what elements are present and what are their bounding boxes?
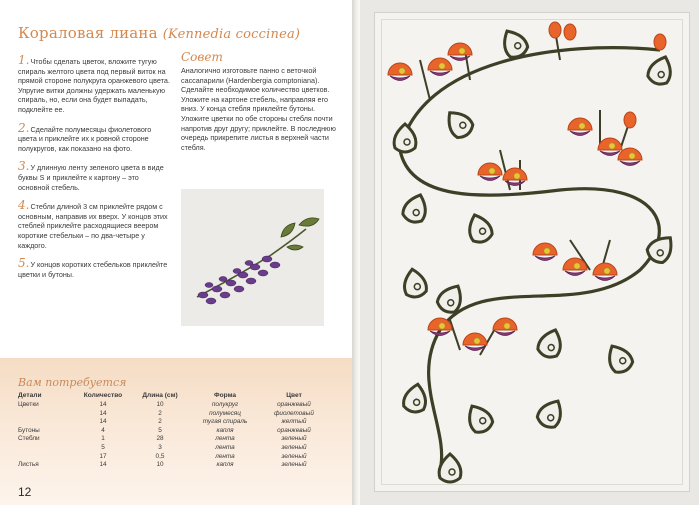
step-number: 2. <box>18 120 30 135</box>
table-row <box>18 435 328 444</box>
cell-length: 10 <box>156 461 164 469</box>
step-number: 5. <box>18 256 30 271</box>
leaf-outline <box>646 53 676 87</box>
leaf <box>646 53 676 87</box>
step-text: У длинную ленту зеленого цвета в виде буквы S и приклейте к картону – это основной стебель. <box>18 163 164 192</box>
cell-details <box>18 410 76 419</box>
step-number: 4. <box>18 198 30 213</box>
col-header-length: Длина (см) <box>142 392 178 399</box>
instruction-step <box>18 53 170 115</box>
advice-text: Аналогично изготовьте панно с веточкой сассапарили (Hardenbergia comptoniana). Сделайте необходимое количество цветков. Уложите на картоне стебель, направляя его вниз. У конца стебля приклейте бутоны. Уложите цветки по обе стороны стебля почти напротив друг другу; приклейте. В последнюю очередь прикрепите листья в верхней части стебля. <box>181 66 336 152</box>
cell-details: Бутоны <box>18 426 40 434</box>
cell-length: 2 <box>158 409 162 417</box>
step-text: У концов коротких стебельков приклейте цветки и бутоны. <box>18 260 168 279</box>
step-text: Сделайте полумесяцы фиолетового цвета и приклейте их к ровной стороне полукругов, как показано на фото. <box>18 124 152 153</box>
table-row <box>18 461 328 470</box>
cell-quantity: 14 <box>99 401 107 408</box>
instruction-step <box>18 159 170 192</box>
flower-center <box>609 143 615 149</box>
right-page <box>360 0 699 505</box>
leaf-outline <box>401 191 431 225</box>
cell-details <box>18 453 76 462</box>
flower-center <box>474 338 480 344</box>
leaf <box>463 401 496 436</box>
instructions-column <box>18 53 170 288</box>
table-row <box>18 410 328 419</box>
leaf-outline <box>401 267 427 298</box>
cell-quantity: 5 <box>101 443 105 451</box>
leaf <box>401 191 431 225</box>
flower-crescent <box>430 71 450 76</box>
flower-center <box>579 123 585 129</box>
stem-photo <box>181 189 324 326</box>
cell-color: оранжевый <box>277 426 311 434</box>
cell-details: Листья <box>18 461 39 469</box>
leaf <box>536 326 566 360</box>
table-row <box>18 418 328 427</box>
flower-center <box>604 268 610 274</box>
leaf-outline <box>535 396 568 431</box>
cell-color: фиолетовый <box>274 409 314 417</box>
col-header-details: Детали <box>18 392 42 399</box>
cell-quantity: 14 <box>99 409 107 417</box>
leaf <box>402 382 428 413</box>
flower <box>428 58 452 76</box>
flower-crescent <box>565 271 585 276</box>
instruction-step <box>18 256 170 279</box>
cell-color: желтый <box>281 418 307 426</box>
cell-shape: полумесяц <box>209 409 241 417</box>
title-latin: (Kennedia coccinea) <box>162 27 301 42</box>
flower <box>618 148 642 166</box>
step-text: Чтобы сделать цветок, вложите тугую спираль желтого цвета под первый виток на прямой стороне полукруга оранжевого цвета. Упругие витки должны удержать маленькую спираль, но, если она будет выпадать, подклейте ее. <box>18 57 170 114</box>
flower-center <box>544 248 550 254</box>
instruction-step <box>18 120 170 154</box>
cell-length: 10 <box>156 401 164 408</box>
leaf <box>535 396 568 431</box>
page-title <box>18 24 348 42</box>
cell-color: зеленый <box>281 435 307 443</box>
leaf-outline <box>464 211 494 245</box>
flower-crescent <box>535 256 555 261</box>
table-row <box>18 453 328 462</box>
cell-length: 2 <box>158 418 162 426</box>
leaf <box>441 106 476 141</box>
leaf-outline <box>441 106 476 141</box>
title-main: Кораловая лиана <box>18 24 158 42</box>
materials-section <box>0 358 352 505</box>
flower-crescent <box>620 161 640 166</box>
cell-shape: лента <box>215 452 235 460</box>
flower-center <box>629 153 635 159</box>
cell-quantity: 4 <box>101 426 105 434</box>
leaf <box>401 267 427 298</box>
table-row <box>18 401 328 410</box>
leaf-outline <box>603 341 636 376</box>
leaf <box>394 124 416 152</box>
bud <box>564 24 576 40</box>
bud <box>549 22 561 38</box>
leaf <box>464 211 494 245</box>
flower-center <box>574 263 580 269</box>
cell-quantity: 17 <box>99 452 107 460</box>
book-spine <box>352 0 360 505</box>
materials-header-row <box>18 392 328 401</box>
bud <box>624 112 636 128</box>
stem-photo-illustration <box>181 189 324 326</box>
materials-title: Вам потребуется <box>18 376 127 389</box>
cell-shape: лента <box>215 443 235 451</box>
cell-length: 0,5 <box>155 452 165 460</box>
leaf-outline <box>402 382 428 413</box>
quilling-artwork <box>360 0 699 505</box>
flower-crescent <box>390 76 410 81</box>
flower-crescent <box>600 151 620 156</box>
step-number: 1. <box>18 53 30 67</box>
flower-center <box>399 68 405 74</box>
cell-details: Стебли <box>18 435 40 443</box>
step-number: 3. <box>18 159 30 174</box>
flower-crescent <box>480 176 500 181</box>
flower <box>598 138 622 156</box>
cell-quantity: 1 <box>101 435 105 443</box>
flower <box>448 43 472 61</box>
bud <box>654 34 666 50</box>
cell-shape: капля <box>216 426 234 434</box>
leaf-outline <box>536 326 566 360</box>
step-text: Стебли длиной 3 см приклейте рядом с основным, направив их вверх. У концов этих стеблей приклейте расходящиеся веером короткие стебельки – по два-четыре у каждого. <box>18 202 168 250</box>
advice-title: Совет <box>181 50 223 64</box>
page-number: 12 <box>18 485 32 499</box>
flower <box>533 243 557 261</box>
cell-quantity: 14 <box>99 418 107 426</box>
flower <box>593 263 617 281</box>
cell-length: 3 <box>158 443 162 451</box>
cell-details <box>18 444 76 453</box>
flower-crescent <box>595 276 615 281</box>
flower-center <box>439 63 445 69</box>
cell-shape: полукруг <box>211 401 239 408</box>
flower <box>503 168 527 186</box>
leaf <box>603 341 636 376</box>
cell-details <box>18 418 76 427</box>
cell-color: зеленый <box>281 461 307 469</box>
flower-center <box>459 48 465 54</box>
cell-shape: тугая спираль <box>202 418 248 426</box>
flower-center <box>514 173 520 179</box>
col-header-color: Цвет <box>286 392 302 399</box>
flower <box>568 118 592 136</box>
cell-length: 28 <box>156 435 164 443</box>
table-row <box>18 444 328 453</box>
cell-shape: лента <box>215 435 235 443</box>
instruction-step <box>18 198 170 250</box>
cell-details: Цветки <box>18 401 39 408</box>
cell-color: зеленый <box>281 452 307 460</box>
flower-center <box>504 323 510 329</box>
main-stem <box>400 48 660 470</box>
materials-table <box>18 392 328 470</box>
advice-block <box>181 50 341 152</box>
cell-color: зеленый <box>281 443 307 451</box>
cell-color: оранжевый <box>277 401 311 408</box>
col-header-shape: Форма <box>213 392 237 399</box>
leaf-outline <box>463 401 496 436</box>
cell-shape: капля <box>216 461 234 469</box>
leaf-outline <box>394 124 416 152</box>
flower <box>493 318 517 336</box>
cell-length: 5 <box>158 426 162 434</box>
flower-crescent <box>570 131 590 136</box>
flower <box>388 63 412 81</box>
flower-center <box>489 168 495 174</box>
flower-center <box>439 323 445 329</box>
secondary-stem <box>450 320 460 350</box>
col-header-quantity: Количество <box>83 392 123 399</box>
flower-crescent <box>495 331 515 336</box>
flower <box>478 163 502 181</box>
cell-quantity: 14 <box>99 461 107 469</box>
